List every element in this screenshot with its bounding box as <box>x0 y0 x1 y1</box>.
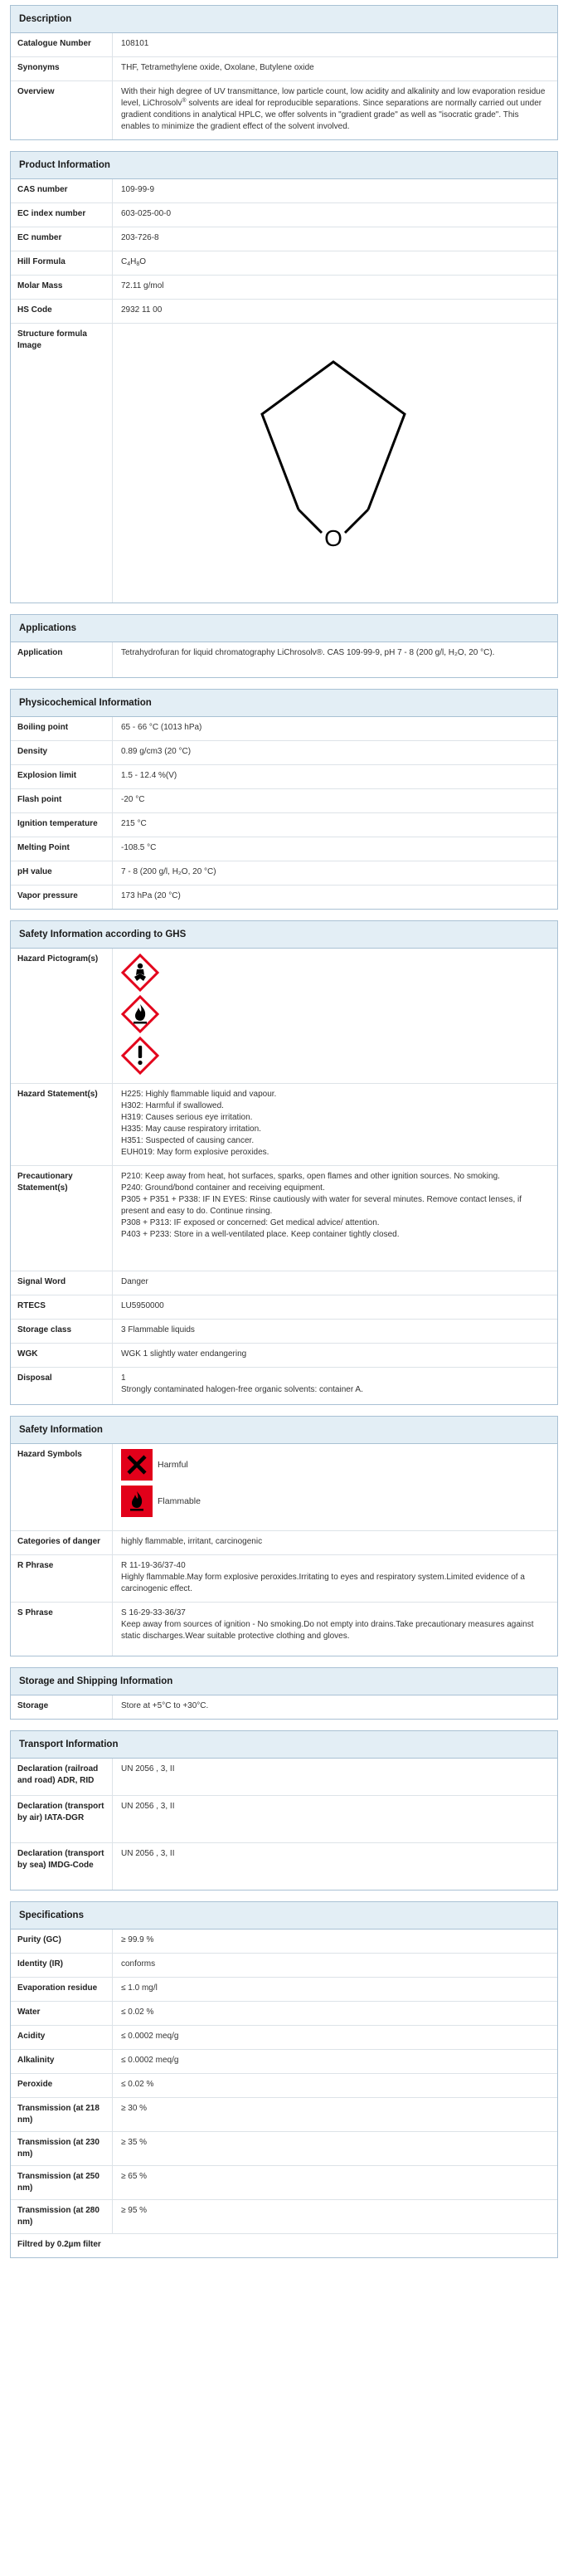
ignition-temperature-value: 215 °C <box>121 819 147 828</box>
table-row <box>11 1695 557 1719</box>
precautionary-statement: P305 + P351 + P338: IF IN EYES: Rinse cautiously with water for several minutes. Remove contact lenses, if present and easy to do. Continue rinsing. <box>121 1195 522 1216</box>
table-row <box>11 1271 557 1295</box>
table-row <box>11 1555 557 1603</box>
table-row <box>11 717 557 741</box>
explosion-limit-value: 1.5 - 12.4 %(V) <box>121 771 177 780</box>
precautionary-statement: P403 + P233: Store in a well-ventilated place. Keep container tightly closed. <box>121 1230 400 1239</box>
hazard-symbol-flammable <box>121 1486 549 1517</box>
overview-text-2: solvents are ideal for reproducible separations. Since separations are normally carried out under gradient conditions in analytical HPLC, we offer solvents in "gradient grade" as well as "isocratic grade". This enables to minimize the gradient effect of the solvent involved. <box>121 99 542 131</box>
precautionary-statements-value <box>113 1166 557 1271</box>
table-row <box>11 789 557 813</box>
spec-label: Water <box>11 2002 113 2025</box>
hazard-symbols-value <box>113 1444 557 1530</box>
structure-label: Structure formula Image <box>11 324 113 603</box>
overview-value <box>113 81 557 139</box>
categories-value: highly flammable, irritant, carcinogenic <box>121 1537 263 1546</box>
hs-code-label: HS Code <box>11 300 113 323</box>
section-title-safety: Safety Information <box>11 1417 557 1444</box>
table-row <box>11 765 557 789</box>
synonyms-value: THF, Tetramethylene oxide, Oxolane, Butylene oxide <box>121 63 314 72</box>
spec-label: Alkalinity <box>11 2050 113 2073</box>
table-row <box>11 1295 557 1320</box>
r-phrase-label: R Phrase <box>11 1555 113 1602</box>
r-phrase-text: Highly flammable.May form explosive peroxides.Irritating to eyes and respiratory system.Limited evidence of a carcinogenic effect. <box>121 1573 525 1593</box>
table-row <box>11 276 557 300</box>
wgk-value: WGK 1 slightly water endangering <box>121 1349 247 1359</box>
table-row <box>11 2098 557 2132</box>
wgk-label: WGK <box>11 1344 113 1367</box>
storage-value: Store at +5°C to +30°C. <box>121 1701 209 1710</box>
density-value: 0.89 g/cm3 (20 °C) <box>121 747 192 756</box>
table-row <box>11 203 557 227</box>
table-row <box>11 1368 557 1404</box>
specifications-section <box>10 1901 558 2258</box>
hill-c: C <box>121 257 128 266</box>
precautionary-statements-label: Precautionary Statement(s) <box>11 1166 113 1271</box>
vapor-pressure-label: Vapor pressure <box>11 886 113 909</box>
hs-code-value: 2932 11 00 <box>121 305 163 315</box>
oxygen-atom-label: O <box>324 525 342 551</box>
overview-text-1: With their high degree of UV transmittance, low particle count, low acidity and alkalinity and low evaporation residue level, LiChrosolv <box>121 87 546 108</box>
table-row <box>11 1978 557 2002</box>
table-row <box>11 2002 557 2026</box>
s-phrase-value <box>113 1603 557 1656</box>
table-row <box>11 2234 557 2257</box>
hazard-statement: H225: Highly flammable liquid and vapour. <box>121 1090 277 1099</box>
r-phrase-code: R 11-19-36/37-40 <box>121 1561 186 1570</box>
hill-h: H <box>130 257 137 266</box>
table-row <box>11 1166 557 1271</box>
signal-word-label: Signal Word <box>11 1271 113 1295</box>
table-row <box>11 1320 557 1344</box>
table-row <box>11 81 557 139</box>
flammable-flame-icon <box>121 1486 153 1517</box>
spec-value: ≤ 0.02 % <box>121 2008 154 2017</box>
spec-footer-note: Filtred by 0.2µm filter <box>17 2240 101 2249</box>
hill-h-count: 8 <box>136 261 140 267</box>
density-label: Density <box>11 741 113 764</box>
signal-word-value: Danger <box>121 1277 148 1286</box>
table-row <box>11 1954 557 1978</box>
s-phrase-text: Keep away from sources of ignition - No smoking.Do not empty into drains.Take precautionary measures against static discharges.Wear suitable protective clothing and gloves. <box>121 1620 534 1641</box>
hazard-symbol-harmful <box>121 1449 549 1481</box>
table-row <box>11 2132 557 2166</box>
section-title-description: Description <box>11 6 557 33</box>
table-row <box>11 227 557 251</box>
table-row <box>11 251 557 276</box>
spec-value: ≥ 30 % <box>121 2104 148 2113</box>
spec-value: ≤ 0.0002 meq/g <box>121 2056 179 2065</box>
table-row <box>11 1344 557 1368</box>
transport-road-value: UN 2056 , 3, II <box>121 1764 175 1773</box>
spec-value: ≤ 0.0002 meq/g <box>121 2032 179 2041</box>
spec-value: ≤ 1.0 mg/l <box>121 1983 158 1993</box>
catalogue-value: 108101 <box>121 39 149 48</box>
spec-label: Transmission (at 250 nm) <box>11 2166 113 2199</box>
spec-label: Identity (IR) <box>11 1954 113 1977</box>
section-title-ghs: Safety Information according to GHS <box>11 921 557 949</box>
section-title-product: Product Information <box>11 152 557 179</box>
precautionary-statement: P308 + P313: IF exposed or concerned: Get medical advice/ attention. <box>121 1218 380 1227</box>
description-section <box>10 5 558 140</box>
table-row <box>11 813 557 837</box>
molar-mass-value: 72.11 g/mol <box>121 281 164 290</box>
table-row <box>11 1843 557 1890</box>
table-row <box>11 642 557 677</box>
flash-point-value: -20 °C <box>121 795 145 804</box>
table-row <box>11 57 557 81</box>
table-row <box>11 1444 557 1531</box>
ec-index-value: 603-025-00-0 <box>121 209 172 218</box>
pictogram-label: Hazard Pictogram(s) <box>11 949 113 1083</box>
molar-mass-label: Molar Mass <box>11 276 113 299</box>
table-row <box>11 837 557 861</box>
pictogram-list <box>113 949 557 1083</box>
disposal-value <box>113 1368 557 1404</box>
table-row <box>11 300 557 324</box>
section-title-transport: Transport Information <box>11 1731 557 1759</box>
table-row <box>11 2166 557 2200</box>
table-row <box>11 2026 557 2050</box>
table-row <box>11 861 557 886</box>
table-row <box>11 1084 557 1166</box>
hazard-statements-label: Hazard Statement(s) <box>11 1084 113 1165</box>
section-title-physchem: Physicochemical Information <box>11 690 557 717</box>
disposal-text: Strongly contaminated halogen-free organic solvents: container A. <box>121 1385 363 1394</box>
boiling-point-value: 65 - 66 °C (1013 hPa) <box>121 723 202 732</box>
table-row <box>11 2074 557 2098</box>
table-row <box>11 2050 557 2074</box>
section-title-storage: Storage and Shipping Information <box>11 1668 557 1695</box>
precautionary-statement: P210: Keep away from heat, hot surfaces, sparks, open flames and other ignition sources. No smoking. <box>121 1172 500 1181</box>
spec-label: Transmission (at 230 nm) <box>11 2132 113 2165</box>
table-row <box>11 33 557 57</box>
transport-sea-label: Declaration (transport by sea) IMDG-Code <box>11 1843 113 1890</box>
harmful-label: Harmful <box>158 1460 188 1470</box>
spec-label: Evaporation residue <box>11 1978 113 2001</box>
hazard-statement: H351: Suspected of causing cancer. <box>121 1136 255 1145</box>
table-row <box>11 2200 557 2234</box>
hazard-statement: EUH019: May form explosive peroxides. <box>121 1148 269 1157</box>
table-row <box>11 741 557 765</box>
storage-section <box>10 1667 558 1720</box>
ec-number-label: EC number <box>11 227 113 251</box>
hazard-statement: H335: May cause respiratory irritation. <box>121 1125 261 1134</box>
s-phrase-label: S Phrase <box>11 1603 113 1656</box>
table-row <box>11 324 557 603</box>
melting-point-value: -108.5 °C <box>121 843 157 852</box>
spec-value: ≥ 35 % <box>121 2138 148 2147</box>
table-row <box>11 179 557 203</box>
storage-class-label: Storage class <box>11 1320 113 1343</box>
explosion-limit-label: Explosion limit <box>11 765 113 788</box>
hill-o: O <box>139 257 147 266</box>
cas-label: CAS number <box>11 179 113 202</box>
section-title-applications: Applications <box>11 615 557 642</box>
spec-value: ≥ 65 % <box>121 2172 148 2181</box>
disposal-code: 1 <box>121 1373 126 1383</box>
table-row <box>11 1930 557 1954</box>
applications-section <box>10 614 558 678</box>
section-title-specifications: Specifications <box>11 1902 557 1930</box>
table-row <box>11 886 557 909</box>
exclamation-mark-icon <box>121 1037 159 1075</box>
ignition-temperature-label: Ignition temperature <box>11 813 113 837</box>
spec-value: conforms <box>121 1959 156 1969</box>
overview-label: Overview <box>11 81 113 139</box>
storage-class-value: 3 Flammable liquids <box>121 1325 195 1334</box>
hazard-statement: H302: Harmful if swallowed. <box>121 1101 224 1110</box>
precautionary-statement: P240: Ground/bond container and receiving equipment. <box>121 1183 325 1193</box>
transport-section <box>10 1730 558 1891</box>
ghs-section <box>10 920 558 1405</box>
melting-point-label: Melting Point <box>11 837 113 861</box>
thf-structure-diagram <box>211 335 459 584</box>
registered-mark: ® <box>182 98 187 104</box>
transport-air-value: UN 2056 , 3, II <box>121 1802 175 1811</box>
ec-number-value: 203-726-8 <box>121 233 159 242</box>
flammable-label: Flammable <box>158 1496 201 1506</box>
spec-label: Transmission (at 280 nm) <box>11 2200 113 2233</box>
boiling-point-label: Boiling point <box>11 717 113 740</box>
catalogue-label: Catalogue Number <box>11 33 113 56</box>
rtecs-value: LU5950000 <box>121 1301 164 1310</box>
table-row <box>11 1796 557 1843</box>
spec-label: Transmission (at 218 nm) <box>11 2098 113 2131</box>
ec-index-label: EC index number <box>11 203 113 227</box>
flame-icon <box>121 995 159 1033</box>
storage-label: Storage <box>11 1695 113 1719</box>
transport-air-label: Declaration (transport by air) IATA-DGR <box>11 1796 113 1842</box>
spec-value: ≥ 99.9 % <box>121 1935 154 1944</box>
structure-image <box>113 324 557 603</box>
hazard-statement: H319: Causes serious eye irritation. <box>121 1113 253 1122</box>
table-row <box>11 1603 557 1656</box>
hill-formula-label: Hill Formula <box>11 251 113 275</box>
hazard-symbols-label: Hazard Symbols <box>11 1444 113 1530</box>
vapor-pressure-value: 173 hPa (20 °C) <box>121 891 181 900</box>
ph-value-label: pH value <box>11 861 113 885</box>
spec-label: Purity (GC) <box>11 1930 113 1953</box>
hill-formula-value <box>113 251 557 275</box>
ph-value-value: 7 - 8 (200 g/l, H₂O, 20 °C) <box>121 867 216 876</box>
categories-label: Categories of danger <box>11 1531 113 1554</box>
safety-section <box>10 1416 558 1656</box>
spec-label: Peroxide <box>11 2074 113 2097</box>
hill-c-count: 4 <box>127 261 131 267</box>
synonyms-label: Synonyms <box>11 57 113 80</box>
cas-value: 109-99-9 <box>121 185 155 194</box>
transport-road-label: Declaration (railroad and road) ADR, RID <box>11 1759 113 1795</box>
hazard-statements-value <box>113 1084 557 1165</box>
physchem-section <box>10 689 558 910</box>
rtecs-label: RTECS <box>11 1295 113 1319</box>
product-info-section <box>10 151 558 603</box>
r-phrase-value <box>113 1555 557 1602</box>
flash-point-label: Flash point <box>11 789 113 812</box>
spec-value: ≤ 0.02 % <box>121 2080 154 2089</box>
table-row <box>11 949 557 1084</box>
spec-value: ≥ 95 % <box>121 2206 148 2215</box>
table-row <box>11 1759 557 1796</box>
transport-sea-value: UN 2056 , 3, II <box>121 1849 175 1858</box>
s-phrase-code: S 16-29-33-36/37 <box>121 1608 186 1617</box>
harmful-x-icon <box>121 1449 153 1481</box>
application-label: Application <box>11 642 113 677</box>
disposal-label: Disposal <box>11 1368 113 1404</box>
spec-label: Acidity <box>11 2026 113 2049</box>
table-row <box>11 1531 557 1555</box>
application-value: Tetrahydrofuran for liquid chromatography LiChrosolv®. CAS 109-99-9, pH 7 - 8 (200 g/l, H₂O, 20 °C). <box>121 648 495 657</box>
health-hazard-icon <box>121 954 159 992</box>
